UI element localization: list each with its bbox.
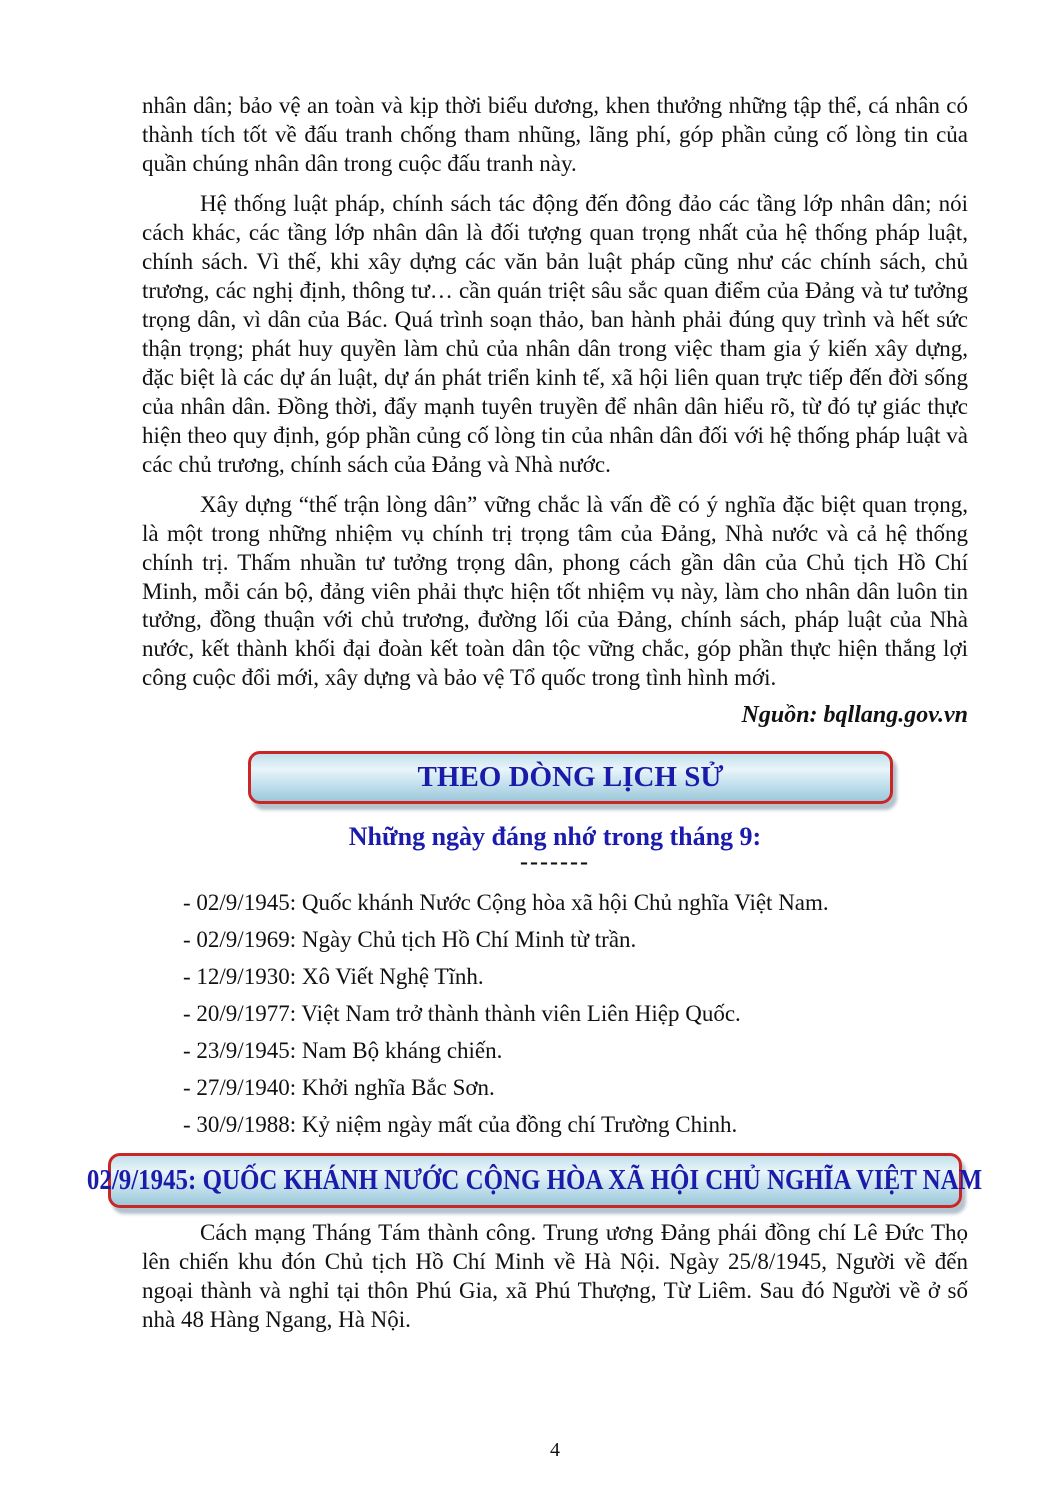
- source-credit: Nguồn: bqllang.gov.vn: [741, 702, 968, 729]
- event-list: [183, 884, 968, 1143]
- paragraph-continuation: nhân dân; bảo vệ an toàn và kịp thời biểu dương, khen thưởng những tập thể, cá nhân có thành tích tốt về đấu tranh chống tham nhũng, lãng phí, góp phần củng cố lòng tin của quần chúng nhân dân trong cuộc đấu tranh này.: [142, 93, 968, 176]
- event-item: - 02/9/1945: Quốc khánh Nước Cộng hòa xã hội Chủ nghĩa Việt Nam.: [183, 890, 829, 916]
- event-item: - 27/9/1940: Khởi nghĩa Bắc Sơn.: [183, 1075, 495, 1101]
- page-number: 4: [550, 1439, 560, 1461]
- national-day-banner: [87, 1153, 983, 1208]
- dash-divider: -------: [520, 849, 590, 876]
- national-day-banner-title: 02/9/1945: QUỐC KHÁNH NƯỚC CỘNG HÒA XÃ HỘI CHỦ NGHĨA VIỆT NAM: [87, 1164, 983, 1197]
- event-item: - 02/9/1969: Ngày Chủ tịch Hồ Chí Minh từ trần.: [183, 927, 637, 953]
- paragraph-legal-system: Hệ thống luật pháp, chính sách tác động đến đông đảo các tầng lớp nhân dân; nói cách khác, các tầng lớp nhân dân là đối tượng quan trọng nhất của hệ thống pháp luật, chính sách. Vì thế, khi xây dựng các văn bản luật pháp cũng như các chính sách, chủ trương, các nghị định, thông tư… cần quán triệt sâu sắc quan điểm của Đảng và tư tưởng trọng dân, vì dân của Bác. Quá trình soạn thảo, ban hành phải đúng quy trình và hết sức thận trọng; phát huy quyền làm chủ của nhân dân trong việc tham gia ý kiến xây dựng, đặc biệt là các dự án luật, dự án phát triển kinh tế, xã hội liên quan trực tiếp đến đời sống của nhân dân. Đồng thời, đẩy mạnh tuyên truyền để nhân dân hiểu rõ, từ đó tự giác thực hiện theo quy định, góp phần củng cố lòng tin của nhân dân đối với hệ thống pháp luật và các chủ trương, chính sách của Đảng và Nhà nước.: [142, 190, 968, 477]
- paragraph-the-tran-long-dan: Xây dựng “thế trận lòng dân” vững chắc là vấn đề có ý nghĩa đặc biệt quan trọng, là một trong những nhiệm vụ chính trị trọng tâm của Đảng, Nhà nước và cả hệ thống chính trị. Thấm nhuần tư tưởng trọng dân, phong cách gần dân của Chủ tịch Hồ Chí Minh, mỗi cán bộ, đảng viên phải thực hiện tốt nhiệm vụ này, làm cho nhân dân luôn tin tưởng, đồng thuận với chủ trương, đường lối của Đảng, chính sách, pháp luật của Nhà nước, kết thành khối đại đoàn kết toàn dân tộc vững chắc, góp phần thực hiện thắng lợi công cuộc đổi mới, xây dựng và bảo vệ Tổ quốc trong tình hình mới.: [142, 491, 968, 691]
- history-section-banner: [248, 751, 893, 804]
- event-item: - 23/9/1945: Nam Bộ kháng chiến.: [183, 1038, 503, 1064]
- event-item: - 12/9/1930: Xô Viết Nghệ Tĩnh.: [183, 964, 484, 990]
- event-item: - 20/9/1977: Việt Nam trở thành thành viên Liên Hiệp Quốc.: [183, 1001, 741, 1027]
- paragraph-august-revolution: Cách mạng Tháng Tám thành công. Trung ương Đảng phái đồng chí Lê Đức Thọ lên chiến khu đón Chủ tịch Hồ Chí Minh về Hà Nội. Ngày 25/8/1945, Người về đến ngoại thành và nghỉ tại thôn Phú Gia, xã Phú Thượng, Từ Liêm. Sau đó Người về ở số nhà 48 Hàng Ngang, Hà Nội.: [142, 1220, 968, 1333]
- memorable-days-heading: Những ngày đáng nhớ trong tháng 9:: [348, 822, 762, 852]
- history-banner-title: THEO DÒNG LỊCH SỬ: [417, 761, 724, 794]
- event-item: - 30/9/1988: Kỷ niệm ngày mất của đồng chí Trường Chinh.: [183, 1112, 738, 1138]
